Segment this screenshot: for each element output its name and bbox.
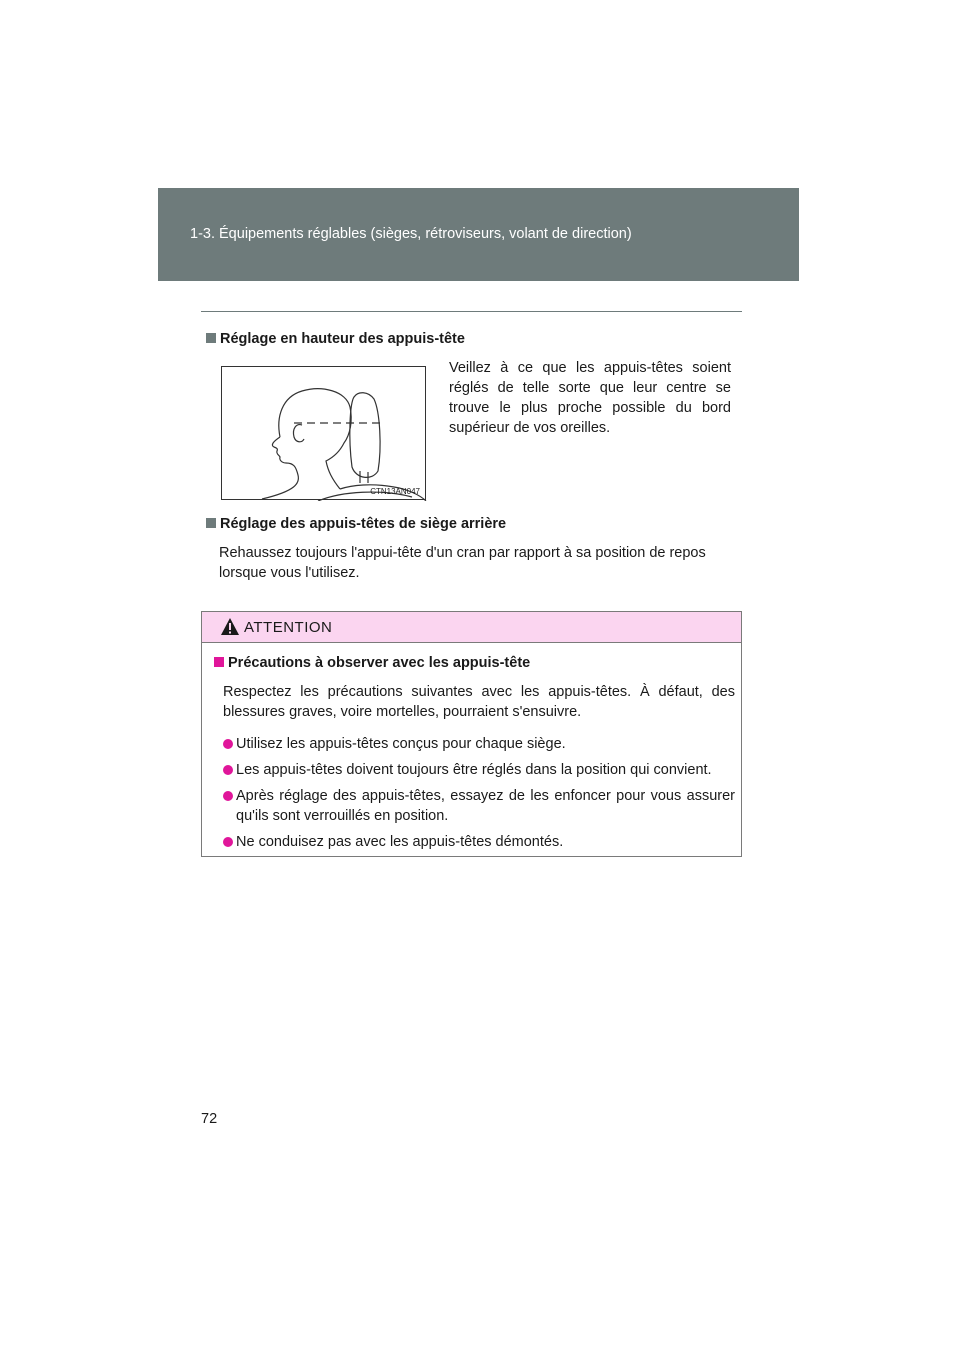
list-item: Ne conduisez pas avec les appuis-têtes démontés. (223, 832, 735, 852)
bullet-dot-icon (223, 765, 233, 775)
list-item: Après réglage des appuis-têtes, essayez de les enfoncer pour vous assurer qu'ils sont verrouillés en position. (223, 786, 735, 826)
bullet-dot-icon (223, 791, 233, 801)
section-heading-height: Réglage en hauteur des appuis-tête (206, 331, 465, 347)
headrest-illustration (221, 366, 426, 500)
list-item: Les appuis-têtes doivent toujours être réglés dans la position qui convient. (223, 760, 735, 780)
head-profile-icon (222, 367, 427, 501)
square-bullet-icon (206, 333, 216, 343)
height-instructions: Veillez à ce que les appuis-têtes soient réglés de telle sorte que leur centre se trouve le plus proche possible du bord supérieur de vos oreilles. (449, 360, 731, 436)
attention-subheading: Précautions à observer avec les appuis-tête (214, 655, 530, 671)
attention-intro: Respectez les précautions suivantes avec les appuis-têtes. À défaut, des blessures graves, voire mortelles, pourraient s'ensuivre. (223, 684, 735, 720)
bullet-dot-icon (223, 837, 233, 847)
warning-triangle-icon (220, 617, 240, 636)
page-number: 72 (201, 1111, 218, 1127)
section-divider (201, 311, 742, 312)
attention-header (202, 612, 741, 643)
attention-title: ATTENTION (244, 619, 333, 636)
attention-list (223, 734, 735, 858)
chapter-title: 1-3. Équipements réglables (sièges, rétroviseurs, volant de direction) (190, 226, 632, 242)
square-bullet-icon (214, 657, 224, 667)
attention-box (201, 611, 742, 857)
section-heading-rear: Réglage des appuis-têtes de siège arrière (206, 516, 506, 532)
list-item: Utilisez les appuis-têtes conçus pour chaque siège. (223, 734, 735, 754)
chapter-header (158, 188, 799, 281)
square-bullet-icon (206, 518, 216, 528)
bullet-dot-icon (223, 739, 233, 749)
figure-code: CTN13AN047 (370, 487, 420, 496)
rear-instructions: Rehaussez toujours l'appui-tête d'un cran par rapport à sa position de repos lorsque vous l'utilisez. (219, 545, 706, 581)
